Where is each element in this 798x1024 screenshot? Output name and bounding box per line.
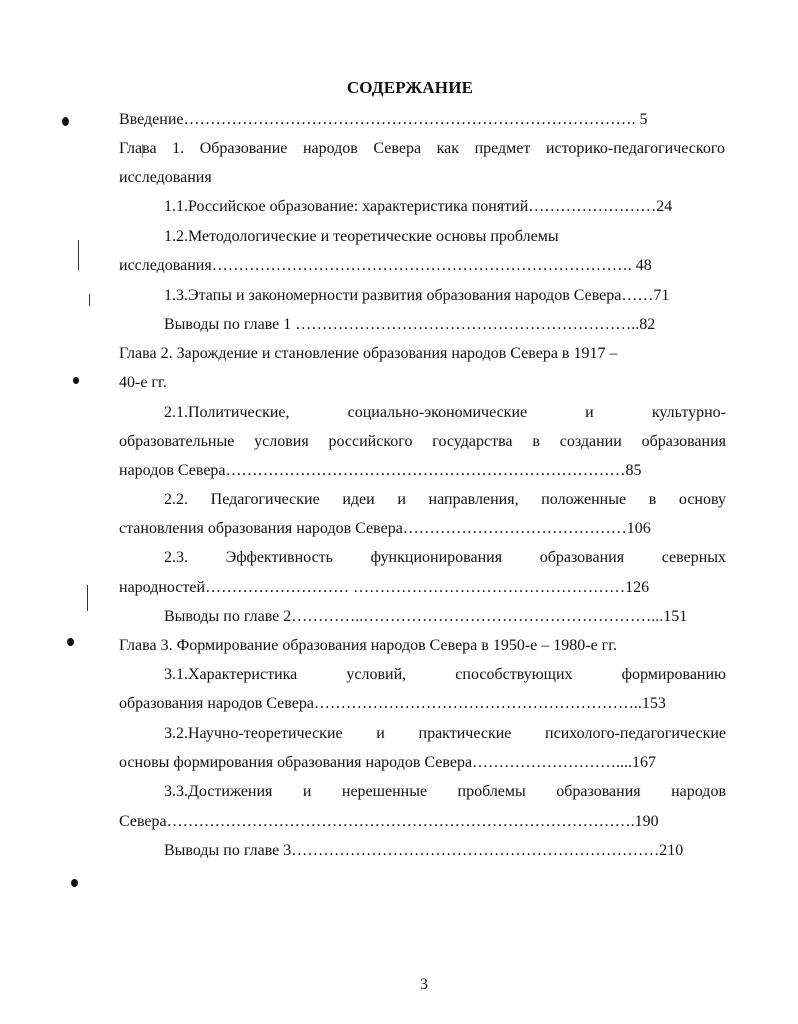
toc-line-section-3-2-cont: основы формирования образования народов Севера………………………....167 [119,754,657,771]
toc-line-section-2-1: 2.1.Политические, социально-экономические и культурно- [164,404,726,421]
toc-line-conclusions-3: Выводы по главе 3……………………………………………………………210 [164,842,684,859]
toc-line-introduction: Введение…………………………………………………………………………. 5 [119,111,648,128]
toc-line-section-3-1-cont: образования народов Севера……………………………………………………..153 [119,695,666,712]
toc-line-section-3-2: 3.2.Научно-теоретические и практические психолого-педагогические [164,725,726,742]
toc-line-section-2-2-cont: становления образования народов Севера……………………………………106 [119,520,651,537]
scan-mark-dot [67,638,74,646]
toc-line-chapter-3: Глава 3. Формирование образования народов Севера в 1950-е – 1980-е гг. [119,637,617,654]
toc-line-section-2-1-cont: образовательные условия российского государства в создании образования [119,433,726,450]
page-title: СОДЕРЖАНИЕ [346,78,474,97]
scan-mark-dot [73,377,79,384]
toc-line-chapter-1-cont: исследования [119,169,212,186]
scan-mark-line [87,585,88,611]
toc-line-section-3-3: 3.3.Достижения и нерешенные проблемы образования народов [164,783,726,800]
toc-line-section-3-3-cont: Севера…………………………………………………………………………….190 [119,813,659,830]
page-number: 3 [420,976,428,993]
toc-line-section-1-3: 1.3.Этапы и закономерности развития образования народов Севера……71 [164,287,670,304]
toc-line-chapter-2: Глава 2. Зарождение и становление образования народов Севера в 1917 – [119,345,618,362]
toc-line-section-2-1-end: народов Севера…………………………………………………………………85 [119,462,642,479]
toc-line-section-2-3-cont: народностей……………………… ……………………………………………126 [119,579,650,596]
toc-line-conclusions-1: Выводы по главе 1 ………………………………………………………..82 [164,316,656,333]
toc-line-conclusions-2: Выводы по главе 2…………..………………………………………………...151 [164,608,688,625]
toc-line-section-1-2-cont: исследования……………………………………………………………………. 48 [119,257,652,274]
toc-line-chapter-1: Глава 1. Образование народов Севера как предмет историко-педагогического [119,140,725,157]
toc-line-chapter-2-cont: 40-е гг. [119,374,167,391]
toc-line-section-3-1: 3.1.Характеристика условий, способствующих формированию [164,666,726,683]
scan-mark-dot [71,879,78,887]
scan-mark-dot [62,117,69,126]
scan-mark-line [89,294,90,306]
scan-mark-line [78,240,79,270]
toc-line-section-1-2: 1.2.Методологические и теоретические основы проблемы [164,228,559,245]
toc-line-section-1-1: 1.1.Российское образование: характеристика понятий……………………24 [164,198,673,215]
toc-line-section-2-3: 2.3. Эффективность функционирования образования северных [164,549,726,566]
toc-line-section-2-2: 2.2. Педагогические идеи и направления, положенные в основу [164,491,726,508]
